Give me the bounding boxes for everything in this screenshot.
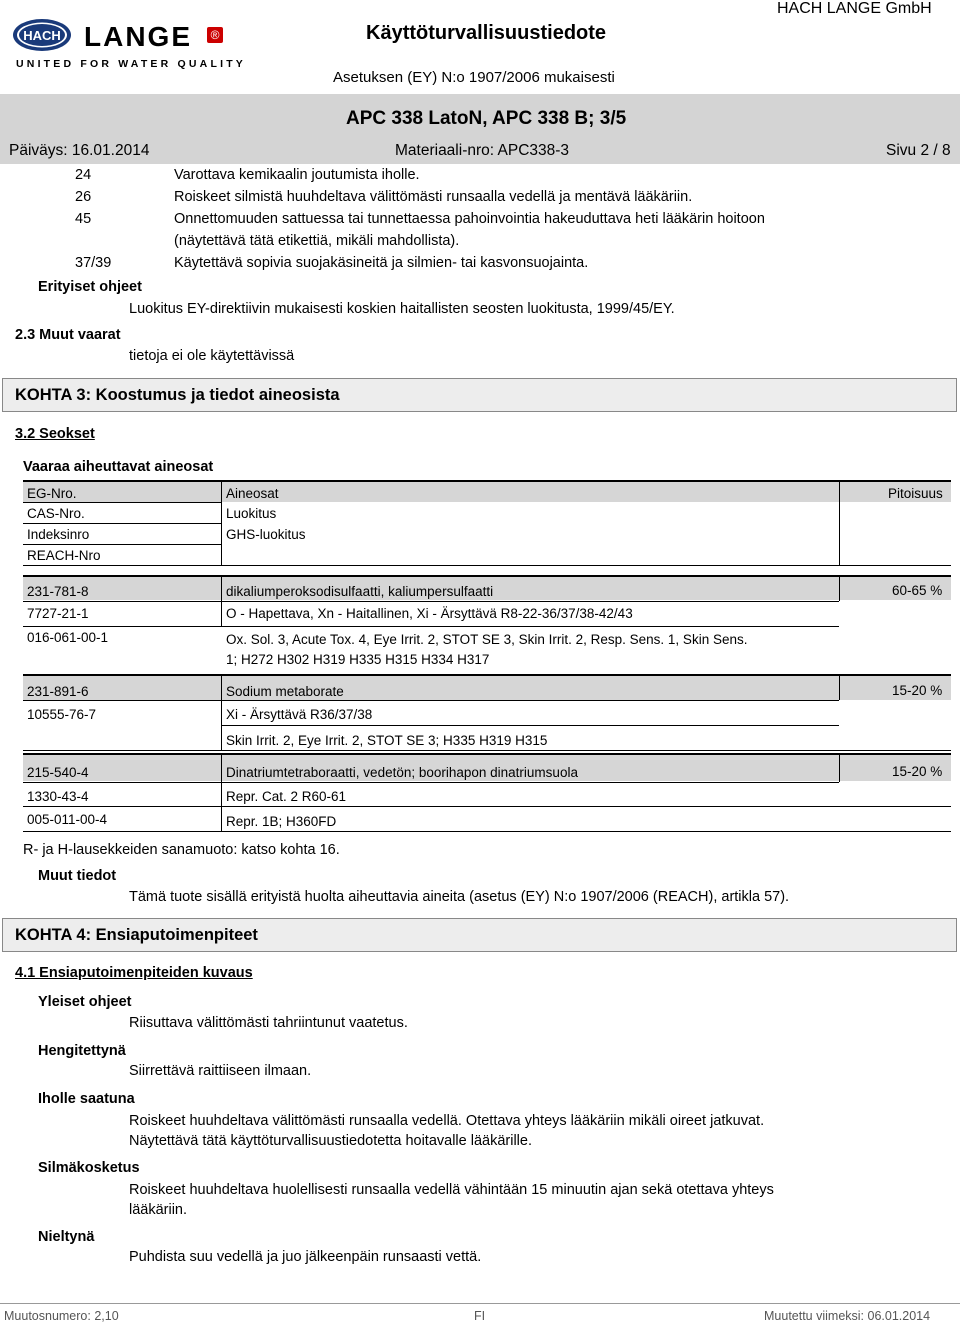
other-hazards-label: 2.3 Muut vaarat: [15, 327, 121, 343]
concentration: 15-20 %: [892, 764, 943, 779]
concentration: 15-20 %: [892, 683, 943, 698]
s-phrase-code: 26: [75, 189, 92, 205]
s-phrase-text: Käytettävä sopivia suojakäsineitä ja silmien- tai kasvonsuojainta.: [174, 255, 589, 271]
ghs-classification: Ox. Sol. 3, Acute Tox. 4, Eye Irrit. 2, STOT SE 3, Skin Irrit. 2, Resp. Sens. 1, Skin Sens.: [226, 632, 748, 647]
component-name: dikaliumperoksodisulfaatti, kaliumpersulfaatti: [226, 584, 494, 599]
company-name: HACH LANGE GmbH: [777, 0, 932, 17]
eg-number: 231-781-8: [27, 584, 89, 599]
section-4-header: [2, 918, 957, 952]
issue-date: Päiväys: 16.01.2014: [9, 142, 150, 159]
section-3-title: KOHTA 3: Koostumus ja tiedot aineosista: [15, 386, 340, 404]
product-name: APC 338 LatoN, APC 338 B; 3/5: [346, 108, 627, 129]
revision-number: Muutosnumero: 2,10: [4, 1309, 119, 1323]
col-header-reach: REACH-Nro: [27, 548, 101, 563]
other-info-text: Tämä tuote sisällä erityistä huolta aiheuttavia aineita (asetus (EY) N:o 1907/2006 (REACH), artikla 57).: [129, 889, 790, 905]
ghs-classification: Skin Irrit. 2, Eye Irrit. 2, STOT SE 3; H335 H319 H315: [226, 733, 548, 748]
index-number: 005-011-00-4: [27, 812, 108, 827]
classification: Xi - Ärsyttävä R36/37/38: [226, 707, 373, 722]
company-logo: [12, 18, 247, 70]
hazardous-components-title: Vaaraa aiheuttavat aineosat: [23, 459, 214, 475]
eye-contact-text-cont: lääkäriin.: [129, 1202, 188, 1218]
other-info-label: Muut tiedot: [38, 868, 117, 884]
eg-number: 215-540-4: [27, 765, 89, 780]
s-phrase-text: Onnettomuuden sattuessa tai tunnettaessa pahoinvointia hakeuduttava heti lääkärin hoitoon: [174, 211, 765, 227]
section-4-1-subtitle: 4.1 Ensiaputoimenpiteiden kuvaus: [15, 965, 253, 981]
cas-number: 7727-21-1: [27, 606, 89, 621]
ingestion-label: Nieltynä: [38, 1229, 95, 1245]
general-advice-text: Riisuttava välittömästi tahriintunut vaatetus.: [129, 1015, 408, 1031]
s-phrase-code: 45: [75, 211, 92, 227]
skin-contact-text: Roiskeet huuhdeltava välittömästi runsaalla vedellä. Otettava yhteys lääkäriin mikäli oireet jatkuvat.: [129, 1113, 765, 1129]
component-name: Dinatriumtetraboraatti, vedetön; boorihapon dinatriumsuola: [226, 765, 578, 780]
col-header-index: Indeksinro: [27, 527, 90, 542]
logo-tagline: UNITED FOR WATER QUALITY: [16, 58, 247, 70]
col-header-cas: CAS-Nro.: [27, 506, 85, 521]
inhalation-text: Siirrettävä raittiiseen ilmaan.: [129, 1063, 312, 1079]
component-name: Sodium metaborate: [226, 684, 344, 699]
hach-logo-icon: [12, 18, 72, 52]
last-modified: Muutettu viimeksi: 06.01.2014: [764, 1309, 931, 1323]
s-phrase-text-cont: (näytettävä tätä etikettiä, mikäli mahdollista).: [174, 233, 460, 249]
classification: O - Hapettava, Xn - Haitallinen, Xi - Ärsyttävä R8-22-36/37/38-42/43: [226, 606, 633, 621]
skin-contact-text-cont: Näytettävä tätä käyttöturvallisuustiedotetta hoitavalle lääkärille.: [129, 1133, 532, 1149]
ghs-classification: Repr. 1B; H360FD: [226, 814, 337, 829]
inhalation-label: Hengitettynä: [38, 1043, 126, 1059]
col-header-concentration: Pitoisuus: [888, 486, 943, 501]
s-phrase-code: 37/39: [75, 255, 112, 271]
r-h-phrases-note: R- ja H-lausekkeiden sanamuoto: katso kohta 16.: [23, 842, 340, 858]
eye-contact-text: Roiskeet huuhdeltava huolellisesti runsaalla vedellä vähintään 15 minuutin ajan sekä otettava yhteys: [129, 1182, 774, 1198]
special-instructions-text: Luokitus EY-direktiivin mukaisesti koskien haitallisten seosten luokitusta, 1999/45/EY.: [129, 301, 675, 317]
cas-number: 10555-76-7: [27, 707, 97, 722]
ghs-classification-cont: 1; H272 H302 H319 H335 H315 H334 H317: [226, 652, 490, 667]
page-number: Sivu 2 / 8: [886, 142, 951, 159]
section-3-2-subtitle: 3.2 Seokset: [15, 426, 95, 442]
hach-logo-text: HACH: [23, 28, 61, 43]
ingestion-text: Puhdista suu vedellä ja juo jälkeenpäin runsaasti vettä.: [129, 1249, 482, 1265]
regulation-text: Asetuksen (EY) N:o 1907/2006 mukaisesti: [333, 69, 615, 86]
section-4-title: KOHTA 4: Ensiaputoimenpiteet: [15, 926, 258, 944]
section-3-header: [2, 378, 957, 412]
eg-number: 231-891-6: [27, 684, 89, 699]
s-phrase-text: Varottava kemikaalin joutumista iholle.: [174, 167, 420, 183]
s-phrase-code: 24: [75, 167, 92, 183]
col-header-ghs: GHS-luokitus: [226, 527, 306, 542]
cas-number: 1330-43-4: [27, 789, 89, 804]
other-hazards-text: tietoja ei ole käytettävissä: [129, 348, 295, 364]
general-advice-label: Yleiset ohjeet: [38, 994, 132, 1010]
classification: Repr. Cat. 2 R60-61: [226, 789, 347, 804]
material-number: Materiaali-nro: APC338-3: [395, 142, 570, 159]
special-instructions-label: Erityiset ohjeet: [38, 279, 142, 295]
col-header-eg: EG-Nro.: [27, 486, 77, 501]
document-title: Käyttöturvallisuustiedote: [366, 22, 607, 44]
s-phrase-text: Roiskeet silmistä huuhdeltava välittömästi runsaalla vedellä ja mentävä lääkäriin.: [174, 189, 693, 205]
registered-icon: ®: [207, 27, 223, 43]
col-header-classification: Luokitus: [226, 506, 277, 521]
index-number: 016-061-00-1: [27, 630, 109, 645]
concentration: 60-65 %: [892, 583, 943, 598]
language-code: FI: [474, 1309, 486, 1323]
eye-contact-label: Silmäkosketus: [38, 1160, 140, 1176]
col-header-component: Aineosat: [226, 486, 279, 501]
lange-logo-text: LANGE: [84, 21, 192, 52]
skin-contact-label: Iholle saatuna: [38, 1091, 135, 1107]
footer-divider: [0, 1303, 960, 1304]
